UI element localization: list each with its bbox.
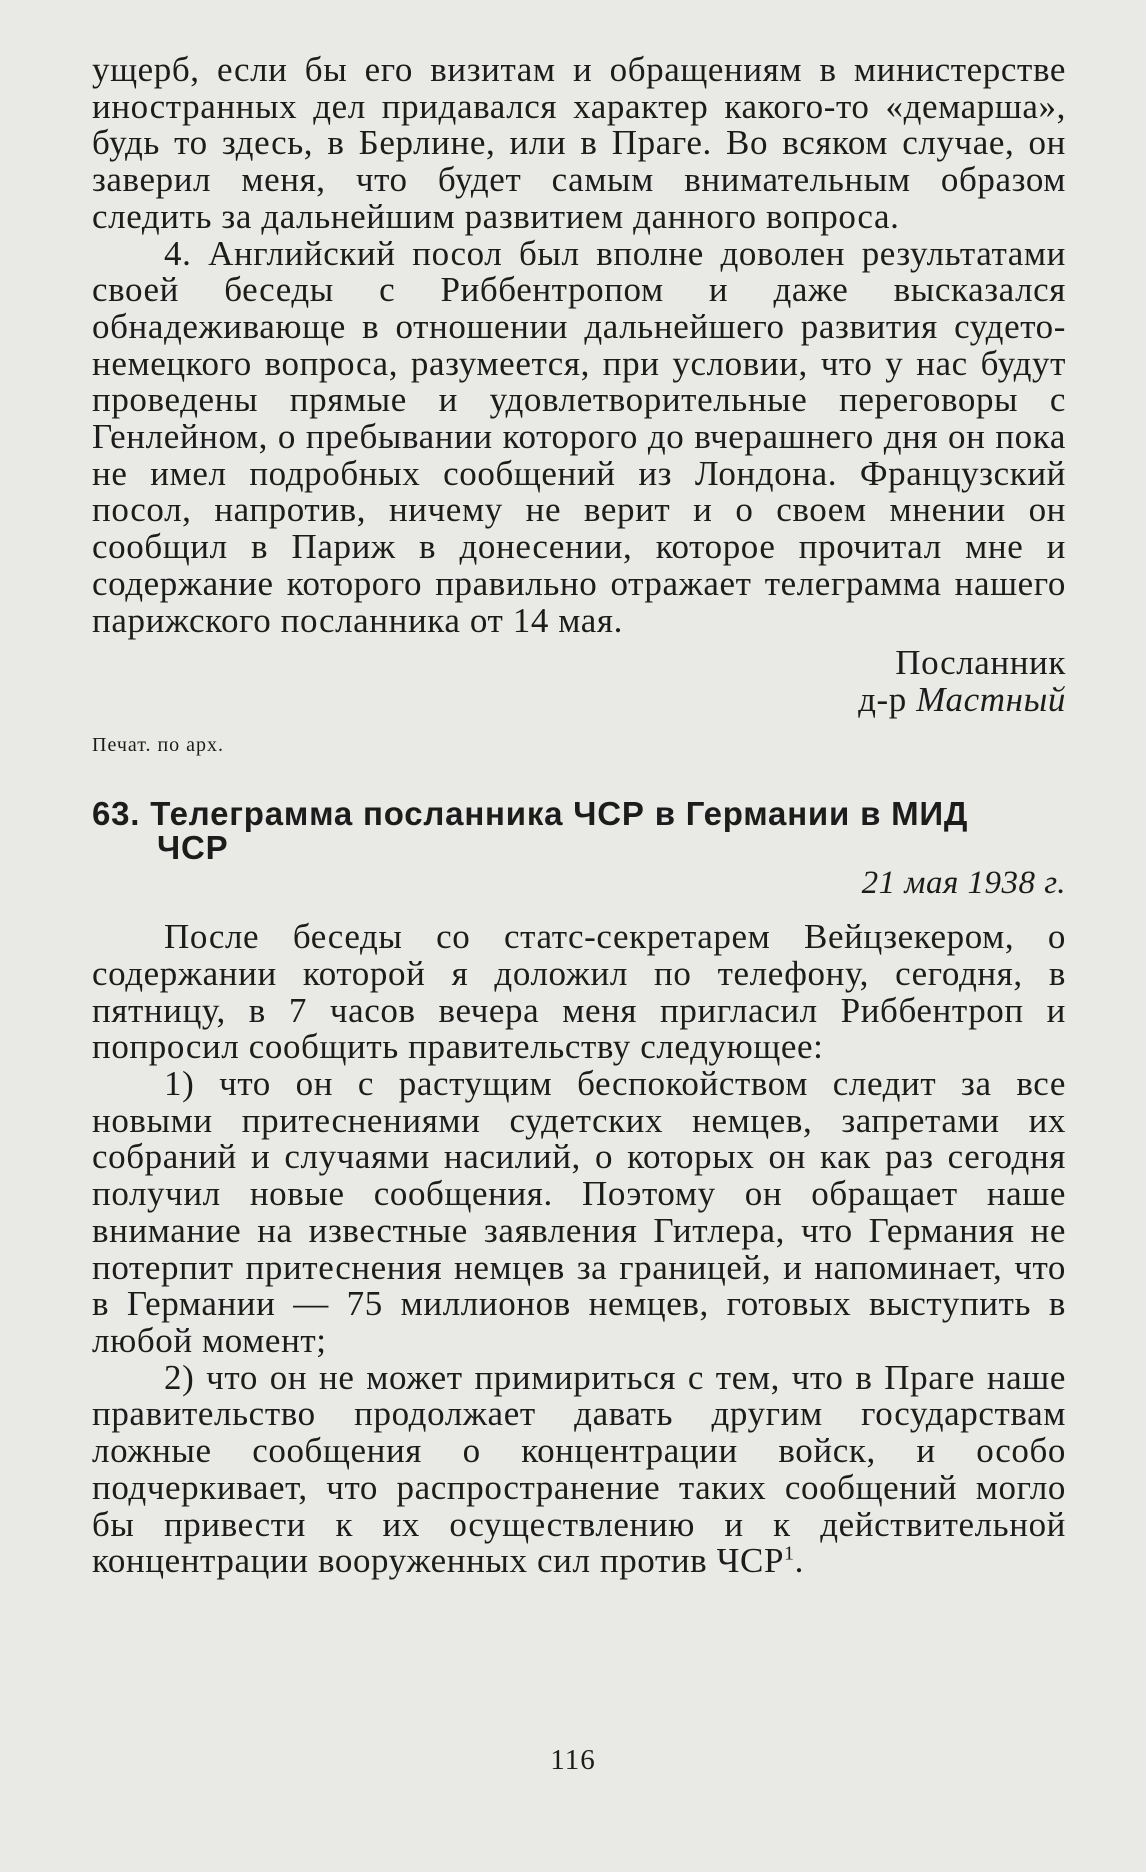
- document-heading: [92, 797, 1066, 865]
- page-number: 116: [550, 1744, 596, 1776]
- book-page: [92, 52, 1066, 1580]
- signature-name: Мастный: [916, 679, 1066, 719]
- signature-block: [92, 645, 1066, 718]
- document-title-line2: ЧСР: [157, 829, 229, 867]
- paragraph-point-2-text: 2) что он не может примириться с тем, что в Праге наше правительство продолжает давать другим государствам ложные сообщения о концентрации войск, и особо подчеркивает, что распространение таких сообщений могло бы привести к их осуществлению и к действительной концентрации вооруженных сил против ЧСР: [92, 1357, 1066, 1581]
- signature-title: Посланник: [895, 643, 1066, 683]
- paragraph-point-2: [92, 1357, 1066, 1581]
- document-number: 63.: [92, 795, 141, 833]
- paragraph-point-1: 1) что он с растущим беспокойством следит за все новыми притеснениями судетских немцев, запретами их собраний и случаями насилий, о которых он как раз сегодня получил новые сообщения. Поэтому он обращает наше внимание на известные заявления Гитлера, что Германия не потерпит притеснения немцев за границей, и напоминает, что в Германии — 75 миллионов немцев, готовых выступить в любой момент;: [92, 1064, 1066, 1360]
- document-title-line1: Телеграмма посланника ЧСР в Германии в МИД: [150, 795, 969, 833]
- paragraph-intro: После беседы со статс-секретарем Вейцзекером, о содержании которой я доложил по телефону, сегодня, в пятницу, в 7 часов вечера меня пригласил Риббентроп и попросил сообщить правительству следующее:: [92, 917, 1066, 1067]
- document-date: 21 мая 1938 г.: [861, 865, 1066, 902]
- footnote-mark: 1: [784, 1542, 795, 1565]
- source-note: Печат. по арх.: [92, 734, 225, 757]
- paragraph-point-2-end: .: [794, 1541, 804, 1581]
- signature-prefix: д-р: [858, 679, 907, 719]
- paragraph-continuation: ущерб, если бы его визитам и обращениям в министерстве иностранных дел придавался характер какого-то «демарша», будь то здесь, в Берлине, или в Праге. Во всяком случае, он заверил меня, что будет самым внимательным образом следить за дальнейшим развитием данного вопроса.: [92, 50, 1066, 236]
- paragraph-point-4: 4. Английский посол был вполне доволен результатами своей беседы с Риббентропом и даже высказался обнадеживающе в отношении дальнейшего развития судето-немецкого вопроса, разумеется, при условии, что у нас будут проведены прямые и удовлетворительные переговоры с Генлейном, о пребывании которого до вчерашнего дня он пока не имел подробных сообщений из Лондона. Французский посол, напротив, ничему не верит и о своем мнении он сообщил в Париж в донесении, которое прочитал мне и содержание которого правильно отражает телеграмма нашего парижского посланника от 14 мая.: [92, 233, 1066, 640]
- signature-line: [92, 679, 1066, 719]
